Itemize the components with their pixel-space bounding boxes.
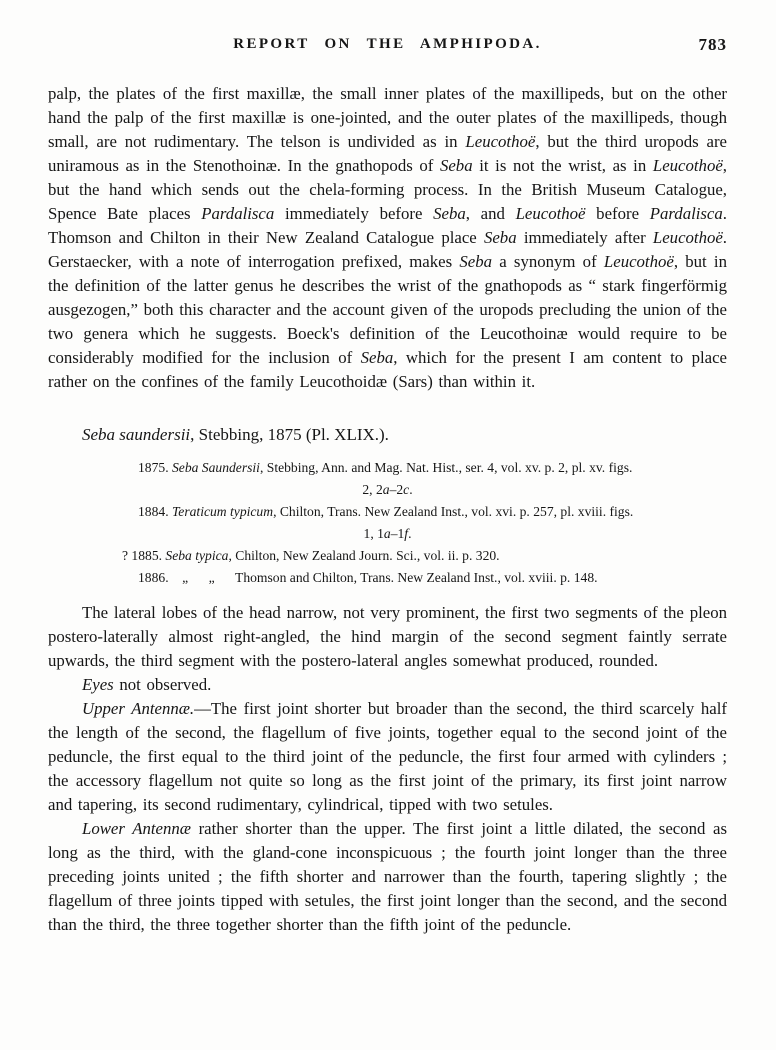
text-segment: . Gerstaecker, with a note of interrogation prefixed, makes [48,228,727,271]
text-segment: . Thomson and Chilton in their New Zealand Catalogue place [48,204,727,247]
text-segment: palp, the plates of the first maxillæ, the small inner plates of the maxillipeds, but on the other hand the palp of the first maxillæ is one-jointed, and the outer plates of the maxillipeds, though small, are not rudimentary. The telson is undivided as in [48,84,727,151]
text-segment: Seba [433,204,466,223]
text-segment: a [382,482,390,497]
synonymy-entry-1884-line-1 [138,501,727,523]
text-segment: not observed. [113,675,212,694]
text-segment: , but the third uropods are uniramous as in the Stenothoinæ. In the gnathopods of [48,132,727,175]
text-segment: , which for the present I am content to place rather on the confines of the family Leucothoidæ (Sars) than within it. [48,348,727,391]
text-segment: Eyes [82,675,114,694]
text-segment: Leucothoë [652,156,723,175]
text-segment: Seba Saundersii [171,460,260,475]
synonymy-list [48,457,727,589]
text-segment: before [585,204,650,223]
text-segment: Leucothoë [652,228,723,247]
synonymy-entry-1885 [122,545,727,567]
text-segment: Seba [459,252,492,271]
paragraph-eyes [48,673,727,697]
text-segment: Seba [360,348,394,367]
synonymy-entry-1886 [138,567,727,589]
text-segment: –2 [389,482,404,497]
running-title: REPORT ON THE AMPHIPODA. [233,36,542,52]
text-segment: 1875. [138,460,172,475]
text-segment: Leucothoë [515,204,586,223]
text-segment: 2, 2 [362,482,383,497]
text-segment: ? 1885. [122,548,166,563]
text-segment: it is not the wrist, as in [472,156,653,175]
text-segment: Leucothoë [465,132,536,151]
paragraph-lateral-lobes [48,601,727,673]
page-header [48,36,727,58]
text-segment: , Stebbing, 1875 (Pl. XLIX.). [190,425,389,444]
text-segment: The lateral lobes of the head narrow, not very prominent, the first two segments of the pleon postero-laterally almost right-angled, the hind margin of the second segment faintly serrate upwards, the third segment with the postero-lateral angles somewhat produced, rounded. [48,603,727,670]
text-segment: Seba [483,228,517,247]
text-segment: Upper Antennæ. [82,699,195,718]
description-body [48,601,727,937]
text-segment: Pardalisca [201,204,275,223]
text-segment: , Chilton, New Zealand Journ. Sci., vol. ii. p. 320. [228,548,500,563]
synonymy-entry-1875-line-1 [138,457,727,479]
text-segment: a [383,526,391,541]
intro-paragraph [48,82,727,394]
text-segment: , but the hand which sends out the chela-forming process. In the British Museum Catalogue, Spence Bate places [48,156,727,223]
text-segment: , Stebbing, Ann. and Mag. Nat. Hist., ser. 4, vol. xv. p. 2, pl. xv. figs. [259,460,633,475]
text-segment: . [409,482,413,497]
text-segment: . [408,526,412,541]
text-segment: Seba [439,156,473,175]
text-segment: 1884. [138,504,172,519]
text-segment: Lower Antennæ [82,819,191,838]
text-segment: —The first joint shorter but broader than the second, the third scarcely half the length of the second, the flagellum of five joints, together equal to the second joint of the peduncle, the first equal to the third joint of the peduncle, the first four armed with cylinders ; the accessory flagellum not quite so long as the first joint of the primary, its first joint narrow and tapering, its second rudimentary, cylindrical, tipped with two setules. [48,699,727,814]
text-segment: c [403,482,410,497]
text-segment: immediately after [516,228,653,247]
text-segment: –1 [390,526,405,541]
text-segment: Teraticum typicum [171,504,274,519]
species-heading [82,424,727,446]
text-segment: 1886. „ „ Thomson and Chilton, Trans. New Zealand Inst., vol. xviii. p. 148. [138,570,598,585]
synonymy-entry-1884-line-2 [48,523,727,545]
text-segment: Pardalisca [649,204,723,223]
paragraph-upper-antennae [48,697,727,817]
text-segment: a synonym of [491,252,604,271]
text-segment: Seba saundersii [82,425,191,444]
text-segment: rather shorter than the upper. The first joint a little dilated, the second as long as the third, with the gland-cone inconspicuous ; the fourth joint longer than the three preceding joints united ; the fifth shorter and narrower than the fourth, tapering slightly ; the flagellum of three joints tipped with setules, the first joint longer than the second, and the second than the third, the three together shorter than the fifth joint of the peduncle. [48,819,727,934]
page-number: 783 [698,35,727,54]
text-segment: , Chilton, Trans. New Zealand Inst., vol. xvi. p. 257, pl. xviii. figs. [273,504,634,519]
synonymy-entry-1875-line-2 [48,479,727,501]
text-segment: Seba typica [165,548,229,563]
text-segment: immediately before [274,204,434,223]
text-segment: , but in the definition of the latter genus he describes the wrist of the gnathopods as “ stark fingerförmig ausgezogen,” both this character and the account given of the uropods precluding the union of the two genera which he suggests. Boeck's definition of the Leucothoinæ would require to be considerably modified for the inclusion of [48,252,727,367]
paragraph-lower-antennae [48,817,727,937]
text-segment: f [404,526,409,541]
text-segment: Leucothoë [603,252,674,271]
text-segment: , and [465,204,516,223]
text-segment: 1, 1 [363,526,384,541]
